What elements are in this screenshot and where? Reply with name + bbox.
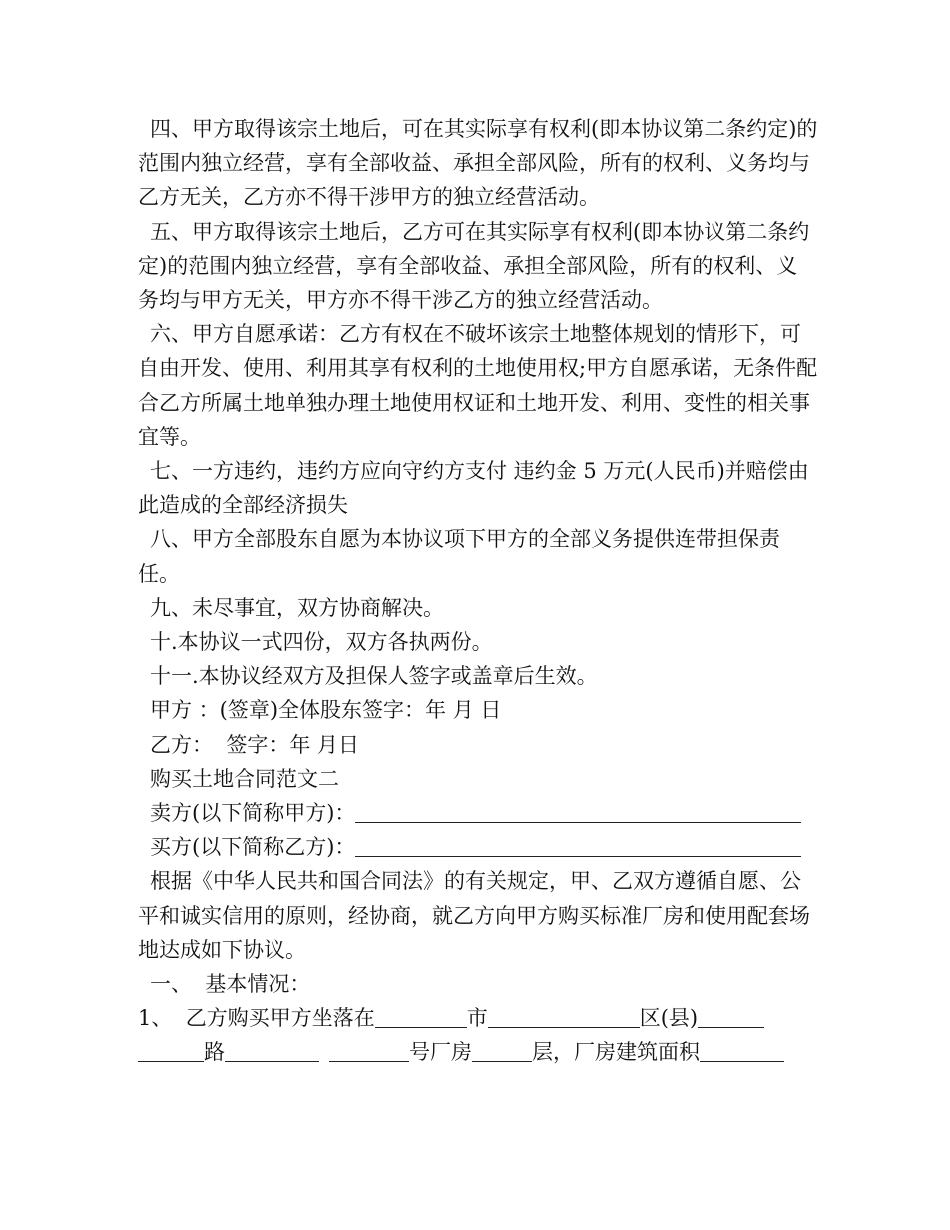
clause-9: 九、未尽事宜，双方协商解决。 xyxy=(150,595,444,620)
city-blank xyxy=(375,1005,467,1028)
clause-4: 四、甲方取得该宗土地后，可在其实际享有权利(即本协议第二条约定)的范围内独立经营，享有全部收益、承担全部风险，所有的权利、义务均与乙方无关，乙方亦不得干涉甲方的独立经营活动。 xyxy=(138,117,818,210)
sample-two-title: 购买土地合同范文二 xyxy=(150,766,339,791)
seller-line xyxy=(138,796,818,830)
clause-5: 五、甲方取得该宗土地后，乙方可在其实际享有权利(即本协议第二条约定)的范围内独立经营，享有全部收益、承担全部风险，所有的权利、义务均与甲方无关，甲方亦不得干涉乙方的独立经营活动。 xyxy=(138,219,810,313)
city-label: 市 xyxy=(466,1006,488,1031)
clause-10: 十.本协议一式四份，双方各执两份。 xyxy=(150,630,493,655)
district-name-blank xyxy=(698,1005,764,1028)
law-basis-paragraph: 根据《中华人民共和国合同法》的有关规定，甲、乙双方遵循自愿、公平和诚实信用的原则，经协商，就乙方向甲方购买标准厂房和使用配套场地达成如下协议。 xyxy=(138,869,810,962)
number-blank xyxy=(329,1039,409,1062)
party-b-signature: 乙方： 签字：年 月日 xyxy=(150,732,360,757)
road-name-blank xyxy=(225,1039,319,1062)
clause-7: 七、一方违约，违约方应向守约方支付 违约金 5 万元(人民币)并赔偿由此造成的全部经济损失 xyxy=(138,459,809,518)
buyer-line xyxy=(138,830,818,864)
district-label: 区(县) xyxy=(639,1006,699,1031)
section-1-heading: 一、 基本情况： xyxy=(150,972,311,997)
district-blank xyxy=(488,1005,640,1028)
party-a-signature: 甲方 ：(签章)全体股东签字：年 月 日 xyxy=(150,698,502,723)
buyer-label: 买方(以下简称乙方)： xyxy=(150,835,356,860)
clause-6: 六、甲方自愿承诺：乙方有权在不破坏该宗土地整体规划的情形下，可自由开发、使用、利用其享有权利的土地使用权;甲方自愿承诺，无条件配合乙方所属土地单独办理土地使用权证和土地开发、利用、变性的相关事宜等。 xyxy=(138,322,818,449)
item-1 xyxy=(138,1001,818,1069)
road-blank xyxy=(138,1039,204,1062)
road-label: 路 xyxy=(204,1040,225,1065)
number-label: 号厂房 xyxy=(409,1040,472,1065)
clause-11: 十一.本协议经双方及担保人签字或盖章后生效。 xyxy=(150,664,598,689)
seller-label: 卖方(以下简称甲方)： xyxy=(150,801,356,826)
buyer-name-blank xyxy=(355,834,801,857)
floor-label: 层，厂房建筑面积 xyxy=(532,1040,700,1065)
floor-blank xyxy=(472,1039,532,1062)
area-blank xyxy=(700,1039,784,1062)
item-1-prefix: 1、 乙方购买甲方坐落在 xyxy=(138,1006,375,1031)
seller-name-blank xyxy=(355,800,801,823)
clause-8: 八、甲方全部股东自愿为本协议项下甲方的全部义务提供连带担保责任。 xyxy=(138,527,780,586)
contract-body xyxy=(138,112,818,1070)
